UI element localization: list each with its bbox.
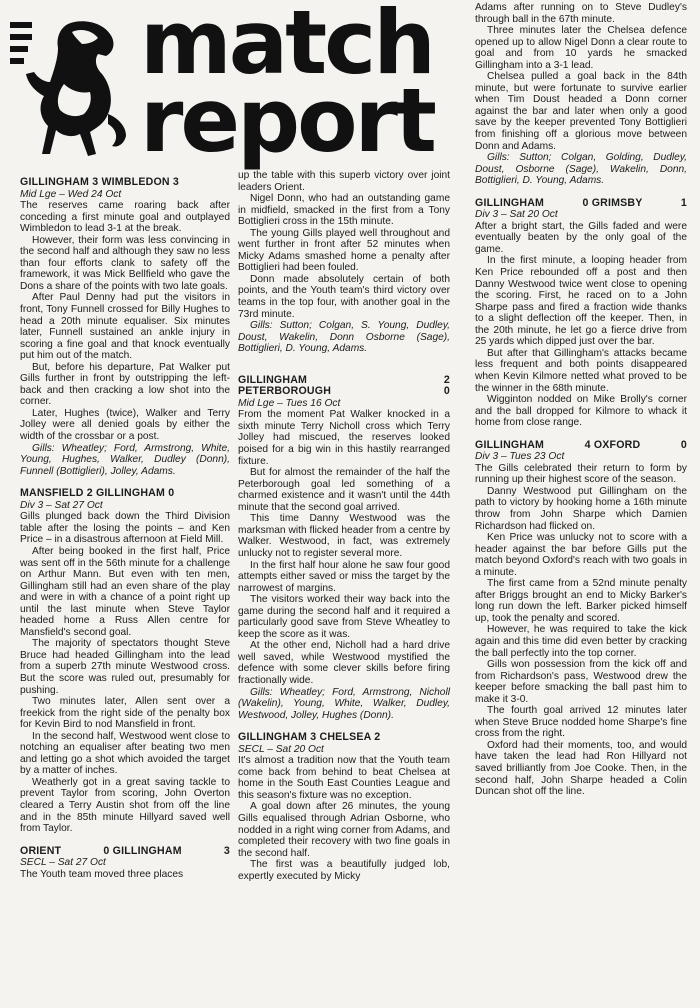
home-team: GILLINGHAM (475, 438, 545, 451)
report-date: Mid Lge – Wed 24 Oct (20, 188, 122, 200)
report-paragraph: up the table with this superb victory over joint leaders Orient. (238, 170, 450, 193)
team-lineup: Gills: Sutton; Colgan, S. Young, Dudley, Doust, Wakelin, Donn Osborne (Sage), Bottiglieri, D. Young, Adams. (238, 320, 450, 355)
report-paragraph: In the second half, Westwood went close to notching an equaliser after beating two men and letting go a shot which avoided the target by a matter of inches. (20, 730, 230, 777)
report-paragraph: Danny Westwood put Gillingham on the path to victory by hooking home a 16th minute throw from John Sharpe which Damien Richardson had flicked on. (475, 485, 687, 532)
report-wimbledon (20, 177, 230, 477)
report-date: Div 3 – Sat 20 Oct (475, 209, 558, 221)
report-paragraph: Later, Hughes (twice), Walker and Terry Jolley were all denied goals by either the width of the crossbar or a post. (20, 407, 230, 443)
report-paragraph: But after that Gillingham's attacks became less frequent and both points disappeared when Kevin Kilmore netted what proved to be the winner in the 68th minute. (475, 347, 687, 394)
report-date: Div 3 – Sat 27 Oct (20, 499, 103, 511)
report-paragraph: Adams after running on to Steve Dudley's through ball in the 67th minute. (475, 2, 687, 25)
away-score: 3 (223, 844, 230, 857)
report-paragraph: In the first minute, a looping header from Ken Price rebounded off a post and then Danny Westwood twice went close to opening the scoring. First, he raced on to a John Sharpe pass and fired a fraction wide thanks to a slight deflection off the keeper. Then, in the 20th minute, he let go a fierce drive from 25 yards which dipped just over the bar. (475, 255, 687, 348)
report-paragraph: After being booked in the first half, Price was sent off in the 56th minute for a challenge on Arthur Mann. But even with ten men, Gillingham still had an even share of the play and were in with a chance of a point right up until the last minute when Steve Taylor headed home a Russ Allen centre for Mansfield's second goal. (20, 545, 230, 638)
report-paragraph: However, their form was less convincing in the second half and although they saw no less than four efforts clank to safety off the framework, it was Mick Bellfield who gave the Dons a share of the points with two late goals. (20, 234, 230, 292)
report-paragraph: After Paul Denny had put the visitors in front, Tony Funnell crossed for Billy Hughes to head a 20th minute equaliser. Six minutes later, Funnell sustained an ankle injury in scoring a fine goal and that knock eventually put him out of the match. (20, 292, 230, 362)
report-paragraph: The Youth team moved three places (20, 868, 184, 880)
report-heading: GILLINGHAM 3 WIMBLEDON 3 (20, 176, 179, 188)
report-paragraph: The visitors worked their way back into the game during the second half and it required a particularly good save from Steve Wheatley to keep the score as it was. (238, 594, 450, 640)
report-paragraph: The first came from a 52nd minute penalty after Briggs brought an end to Micky Barker's long run down the left. Barker picked himself up, took the penalty and scored. (475, 578, 687, 624)
report-paragraph: It's almost a tradition now that the Youth team come back from behind to beat Chelsea at home in the South East Counties League and this season's fixture was no exception. (238, 755, 450, 801)
report-paragraph: In the first half hour alone he saw four good attempts either saved or miss the target by the narrowest of margins. (238, 559, 450, 594)
report-paragraph: After a bright start, the Gills faded and were eventually beaten by the only goal of the game. (475, 220, 687, 255)
score-and-away-team: 0 GILLINGHAM (103, 844, 182, 857)
team-lineup: Gills: Wheatley; Ford, Armstrong, Nicholl (Wakelin), Young, White, Walker, Dudley, Westwood, Jolley, Hughes (Donn). (238, 686, 450, 721)
report-date: Div 3 – Tues 23 Oct (475, 451, 565, 463)
column-2 (238, 170, 450, 882)
report-orient-continued (238, 170, 450, 355)
report-heading (475, 440, 687, 452)
report-date: SECL – Sat 27 Oct (20, 857, 106, 869)
report-paragraph: Weatherly got in a great saving tackle to prevent Taylor from scoring, John Overton cleared a Terry Austin shot from off the line and in the 85th minute Hillyard saved well from Taylor. (20, 776, 230, 835)
report-paragraph: From the moment Pat Walker knocked in a sixth minute Terry Nicholl cross which Terry Jolley had miscued, the reserves looked poised for a big win in this hastily rearranged fixture. (238, 409, 450, 467)
report-paragraph: Ken Price was unlucky not to score with a header against the bar before Gills put the match beyond Oxford's reach with two goals in a minute. (475, 532, 687, 578)
report-chelsea-continued (475, 2, 687, 187)
column-3 (475, 2, 687, 798)
score-and-away-team: 0 GRIMSBY (582, 196, 643, 209)
report-paragraph: Gills won possession from the kick off and from Richardson's pass, Westwood drew the keeper before smacking the ball past him to make it 3-0. (475, 659, 687, 705)
report-paragraph: But, before his departure, Pat Walker put Gills further in front by outstripping the left-back and then cracking a low shot into the corner. (20, 361, 230, 408)
title-line-2: report (140, 69, 434, 172)
away-score: 0 (680, 438, 687, 451)
report-date: Mid Lge – Tues 16 Oct (238, 397, 341, 409)
column-1 (20, 177, 230, 880)
score-and-away-team: 4 OXFORD (584, 438, 641, 451)
report-paragraph: Gills plunged back down the Third Division table after the losing the points – and Ken Price – in a disastrous afternoon at Field Mill. (20, 511, 230, 546)
report-heading: GILLINGHAM 3 CHELSEA 2 (238, 731, 381, 744)
report-paragraph: At the other end, Nicholl had a hard drive well saved, while Westwood mystified the defence with some clever skills before firing fractionally wide. (238, 640, 450, 686)
report-paragraph: A goal down after 26 minutes, the young Gills equalised through Adrian Osborne, who nodded in a right wing corner from Adams, and completed their recovery with two fine goals in the second half. (238, 801, 450, 859)
report-mansfield (20, 488, 230, 834)
away-score: 1 (680, 196, 687, 209)
report-heading (20, 846, 230, 858)
report-paragraph: The Gills celebrated their return to form by running up their highest score of the season. (475, 462, 687, 486)
report-paragraph: Chelsea pulled a goal back in the 84th minute, but were fortunate to survive earlier when Tim Doust headed a Donn corner against the bar and later when only a good save by the keeper prevented Tony Bottiglieri from finishing off a glorious move between Donn and Adams. (475, 71, 687, 152)
kent-horse-logo (10, 14, 130, 172)
report-paragraph: Two minutes later, Allen sent over a freekick from the right side of the penalty box for Kevin Bird to nod Mansfield in front. (20, 696, 230, 731)
away-score: 0 (443, 385, 450, 398)
report-paragraph: However, he was required to take the kick again and this time did even better by cracking the ball perfectly into the top corner. (475, 624, 687, 659)
masthead (10, 0, 466, 174)
report-peterborough (238, 375, 450, 721)
report-heading: MANSFIELD 2 GILLINGHAM 0 (20, 487, 175, 500)
home-team: GILLINGHAM (238, 373, 308, 386)
report-paragraph: Wigginton nodded on Mike Brolly's corner and the ball dropped for Kilmore to whack it home from close range. (475, 394, 687, 429)
report-paragraph: The fourth goal arrived 12 minutes later when Steve Bruce nodded home Sharpe's fine cross from the right. (475, 705, 687, 740)
report-paragraph: Nigel Donn, who had an outstanding game in midfield, smacked in the first from a Tony Bottiglieri cross in the 15th minute. (238, 193, 450, 228)
report-paragraph: Donn made absolutely certain of both points, and the Youth team's third victory over teams in the top four, with another goal in the 73rd minute. (238, 273, 450, 320)
report-paragraph: The first was a beautifully judged lob, expertly executed by Micky (238, 859, 450, 882)
report-chelsea (238, 732, 450, 882)
report-paragraph: This time Danny Westwood was the marksman with flicked header from a centre by Walker. Westwood, in fact, was extremely unlucky not to register several more. (238, 513, 450, 559)
away-team: PETERBOROUGH (238, 385, 332, 398)
title-line-1: match (140, 0, 433, 94)
report-paragraph: The young Gills played well throughout and went further in front after 52 minutes when Micky Adams smashed home a penalty after Bottiglieri had been fouled. (238, 227, 450, 274)
report-orient (20, 846, 230, 881)
home-team: ORIENT (20, 844, 62, 857)
masthead-title (140, 0, 434, 172)
team-lineup: Gills: Wheatley; Ford, Armstrong, White, Young, Hughes, Walker, Dudley (Donn), Funnell (Bottiglieri), Jolley, Adams. (20, 442, 230, 477)
report-date: SECL – Sat 20 Oct (238, 743, 324, 755)
report-paragraph: But for almost the remainder of the half the Peterborough goal led something of a charmed existence and it wasn't until the 44th minute that the second goal arrived. (238, 467, 450, 513)
home-team: GILLINGHAM (475, 196, 545, 209)
report-grimsby (475, 198, 687, 429)
report-paragraph: The reserves came roaring back after conceding a first minute goal and outplayed Wimbledon to lead 3-1 at the break. (20, 200, 230, 235)
report-paragraph: Three minutes later the Chelsea defence opened up to allow Nigel Donn a clear route to goal and from 10 yards he smacked Gillingham into a 3-1 lead. (475, 25, 687, 71)
report-heading-away (238, 386, 450, 398)
report-heading (475, 198, 687, 210)
report-oxford (475, 440, 687, 798)
team-lineup: Gills: Sutton; Colgan, Golding, Dudley, Doust, Osborne (Sage), Wakelin, Donn, Bottiglieri, D. Young, Adams. (475, 152, 687, 187)
home-score: 2 (443, 373, 450, 386)
report-paragraph: The majority of spectators thought Steve Bruce had headed Gillingham into the lead from a superb 27th minute Westwood cross. But the score was ruled out, presumably for pushing. (20, 638, 230, 696)
report-paragraph: Oxford had their moments, too, and would have taken the lead had Ron Hillyard not saved brilliantly from Joe Cooke. Then, in the second half, John Sharpe headed a Colin Duncan shot off the line. (475, 739, 687, 798)
